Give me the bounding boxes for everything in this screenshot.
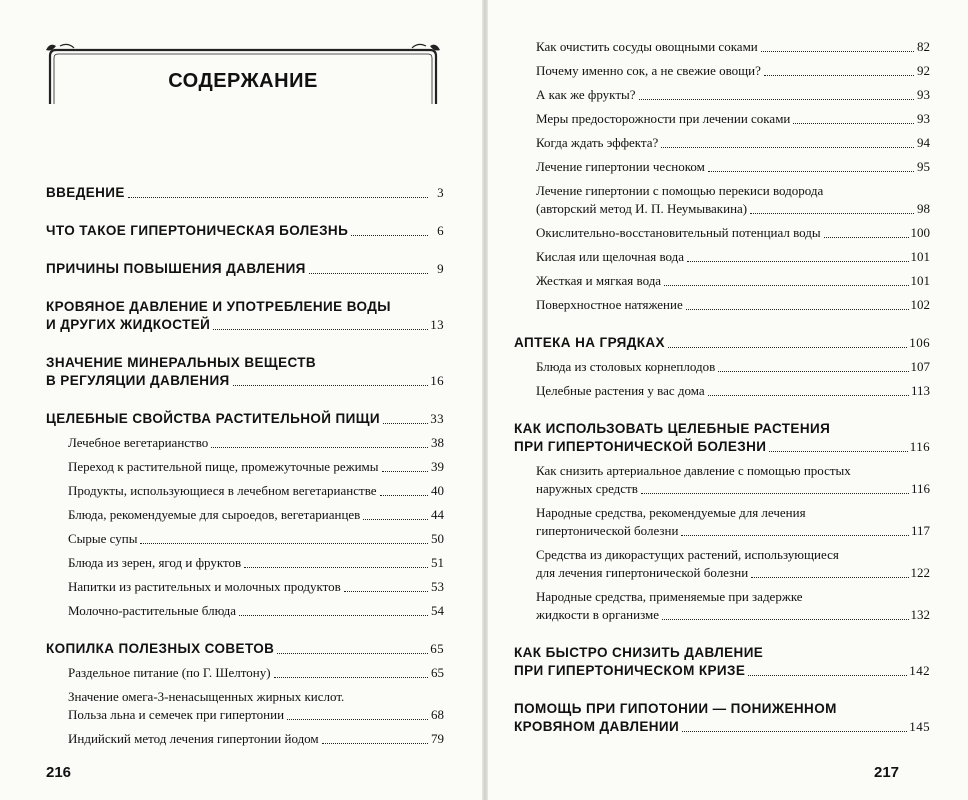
toc-entry-section[interactable]: ПРИЧИНЫ ПОВЫШЕНИЯ ДАВЛЕНИЯ 9	[46, 261, 444, 276]
toc-entry[interactable]: Раздельное питание (по Г. Шелтону) 65	[68, 665, 444, 680]
toc-entry[interactable]: А как же фрукты? 93	[536, 87, 930, 102]
toc-entry[interactable]: Средства из дикорастущих растений, использующиеся для лечения гипертонической болезни 122	[536, 547, 930, 580]
toc-entry[interactable]: Значение омега-3-ненасыщенных жирных кислот. Польза льна и семечек при гипертонии 68	[68, 689, 444, 722]
toc-entry[interactable]: Молочно-растительные блюда 54	[68, 603, 444, 618]
page-number: 216	[46, 764, 72, 781]
toc-entry[interactable]: Меры предосторожности при лечении соками 93	[536, 111, 930, 126]
toc-entry-section[interactable]: ЧТО ТАКОЕ ГИПЕРТОНИЧЕСКАЯ БОЛЕЗНЬ 6	[46, 223, 444, 238]
toc-entry-section[interactable]: КАК БЫСТРО СНИЗИТЬ ДАВЛЕНИЕ ПРИ ГИПЕРТОНИЧЕСКОМ КРИЗЕ 142	[514, 645, 930, 678]
left-page	[0, 0, 482, 800]
toc-entry[interactable]: Поверхностное натяжение 102	[536, 297, 930, 312]
toc-entry[interactable]: Блюда, рекомендуемые для сыроедов, вегетарианцев 44	[68, 507, 444, 522]
toc-entry[interactable]: Кислая или щелочная вода 101	[536, 249, 930, 264]
toc-entry[interactable]: Народные средства, применяемые при задержке жидкости в организме 132	[536, 589, 930, 622]
toc-entry[interactable]: Лечение гипертонии с помощью перекиси водорода (авторский метод И. П. Неумывакина) 98	[536, 183, 930, 216]
page-title: СОДЕРЖАНИЕ	[168, 70, 318, 92]
toc-entry-section[interactable]: АПТЕКА НА ГРЯДКАХ 106	[514, 335, 930, 350]
toc-entry[interactable]: Окислительно-восстановительный потенциал воды 100	[536, 225, 930, 240]
toc-entry-section[interactable]: ЗНАЧЕНИЕ МИНЕРАЛЬНЫХ ВЕЩЕСТВ В РЕГУЛЯЦИИ ДАВЛЕНИЯ 16	[46, 355, 444, 388]
toc-entry[interactable]: Лечение гипертонии чесноком 95	[536, 159, 930, 174]
toc-entry-section[interactable]: ЦЕЛЕБНЫЕ СВОЙСТВА РАСТИТЕЛЬНОЙ ПИЩИ 33	[46, 411, 444, 426]
toc-entry[interactable]: Переход к растительной пище, промежуточные режимы 39	[68, 459, 444, 474]
toc-entry-section[interactable]: КРОВЯНОЕ ДАВЛЕНИЕ И УПОТРЕБЛЕНИЕ ВОДЫ И ДРУГИХ ЖИДКОСТЕЙ 13	[46, 299, 444, 332]
page-number: 217	[874, 764, 900, 781]
toc-entry[interactable]: Жесткая и мягкая вода 101	[536, 273, 930, 288]
toc-entry[interactable]: Продукты, использующиеся в лечебном вегетарианстве 40	[68, 483, 444, 498]
toc-entry[interactable]: Блюда из столовых корнеплодов 107	[536, 359, 930, 374]
toc-entry[interactable]: Как очистить сосуды овощными соками 82	[536, 39, 930, 54]
toc-left	[46, 184, 444, 754]
toc-entry[interactable]: Как снизить артериальное давление с помощью простых наружных средств 116	[536, 463, 930, 496]
toc-entry[interactable]: Блюда из зерен, ягод и фруктов 51	[68, 555, 444, 570]
toc-entry[interactable]: Сырые супы 50	[68, 531, 444, 546]
toc-entry[interactable]: Когда ждать эффекта? 94	[536, 135, 930, 150]
toc-entry[interactable]: Лечебное вегетарианство 38	[68, 435, 444, 450]
toc-entry[interactable]: Народные средства, рекомендуемые для лечения гипертонической болезни 117	[536, 505, 930, 538]
toc-entry-section[interactable]: КОПИЛКА ПОЛЕЗНЫХ СОВЕТОВ 65	[46, 641, 444, 656]
toc-entry-section[interactable]: КАК ИСПОЛЬЗОВАТЬ ЦЕЛЕБНЫЕ РАСТЕНИЯ ПРИ ГИПЕРТОНИЧЕСКОЙ БОЛЕЗНИ 116	[514, 421, 930, 454]
toc-entry-section[interactable]: ПОМОЩЬ ПРИ ГИПОТОНИИ — ПОНИЖЕННОМ КРОВЯНОМ ДАВЛЕНИИ 145	[514, 701, 930, 734]
toc-entry-section[interactable]: ВВЕДЕНИЕ 3	[46, 185, 444, 200]
right-page	[488, 0, 968, 800]
toc-entry[interactable]: Индийский метод лечения гипертонии йодом 79	[68, 731, 444, 746]
toc-entry[interactable]: Целебные растения у вас дома 113	[536, 383, 930, 398]
toc-entry[interactable]: Почему именно сок, а не свежие овощи? 92	[536, 63, 930, 78]
toc-entry[interactable]: Напитки из растительных и молочных продуктов 53	[68, 579, 444, 594]
toc-right	[514, 38, 930, 742]
